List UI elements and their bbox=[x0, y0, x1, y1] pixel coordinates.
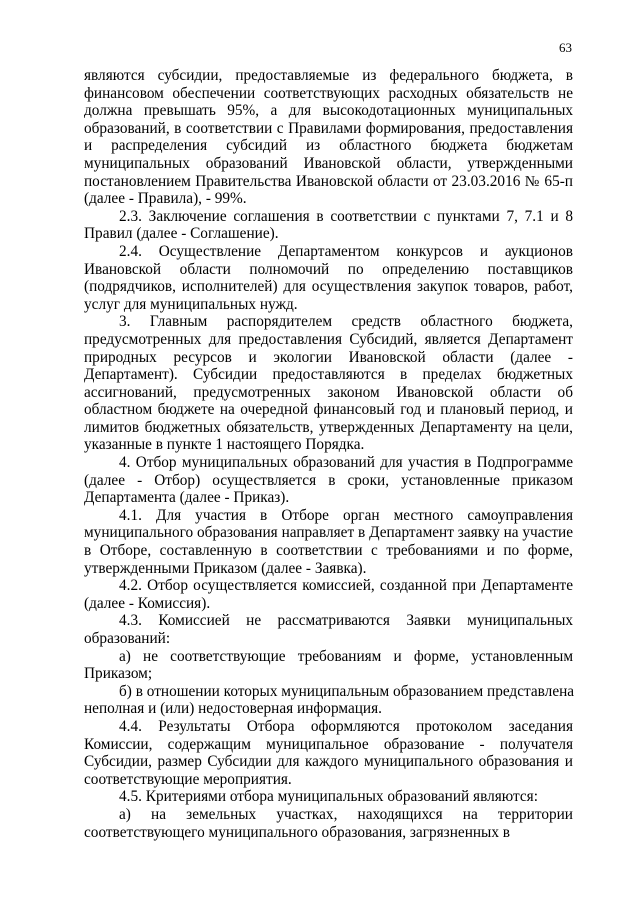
text-line: Ивановской области полномочий по определению поставщиков bbox=[84, 260, 573, 278]
text-line: б) в отношении которых муниципальным образованием представлена bbox=[119, 682, 575, 700]
paragraph bbox=[84, 208, 573, 243]
text-line: (далее - Комиссия). bbox=[84, 594, 211, 612]
page-number: 63 bbox=[559, 40, 572, 55]
text-line: должна превышать 95%, а для высокодотационных муниципальных bbox=[84, 102, 573, 120]
paragraph bbox=[84, 612, 573, 647]
text-line: а) на земельных участках, находящихся на территории bbox=[119, 805, 573, 823]
text-line: (подрядчиков, исполнителей) для осуществления закупок товаров, работ, bbox=[84, 278, 573, 296]
paragraph bbox=[84, 788, 573, 806]
text-line: 4.1. Для участия в Отборе орган местного самоуправления bbox=[119, 506, 573, 524]
text-line: муниципальных образований Ивановской области, утвержденными bbox=[84, 154, 573, 172]
paragraph bbox=[84, 648, 573, 683]
paragraph bbox=[84, 507, 573, 577]
text-line: Приказом; bbox=[84, 665, 153, 683]
text-line: услуг для муниципальных нужд. bbox=[84, 295, 298, 313]
text-line: Департамента (далее - Приказ). bbox=[84, 489, 290, 507]
text-line: (далее - Правила), - 99%. bbox=[84, 190, 247, 208]
text-line: лимитов бюджетных обязательств, утвержденных Департаменту на цели, bbox=[84, 418, 573, 436]
text-line: 4.3. Комиссией не рассматриваются Заявки муниципальных bbox=[119, 612, 573, 630]
text-line: 4.2. Отбор осуществляется комиссией, созданной при Департаменте bbox=[119, 577, 573, 595]
text-line: соответствующего муниципального образования, загрязненных в bbox=[84, 823, 511, 841]
text-line: образований, в соответствии с Правилами формирования, предоставления bbox=[84, 119, 573, 137]
text-line: 2.3. Заключение соглашения в соответствии с пунктами 7, 7.1 и 8 bbox=[119, 207, 573, 225]
text-line: указанные в пункте 1 настоящего Порядка. bbox=[84, 436, 365, 454]
text-line: муниципального образования направляет в Департамент заявку на участие bbox=[84, 524, 573, 542]
text-line: Правил (далее - Соглашение). bbox=[84, 225, 279, 243]
text-line: и распределения субсидий из областного бюджета бюджетам bbox=[84, 137, 573, 155]
text-line: предусмотренных для предоставления Субсидий, является Департамент bbox=[84, 330, 573, 348]
text-line: 4.5. Критериями отбора муниципальных образований являются: bbox=[119, 788, 538, 806]
paragraph bbox=[84, 454, 573, 507]
text-line: 2.4. Осуществление Департаментом конкурсов и аукционов bbox=[119, 242, 573, 260]
text-line: 4.4. Результаты Отбора оформляются протоколом заседания bbox=[119, 717, 573, 735]
text-line: соответствующие мероприятия. bbox=[84, 770, 292, 788]
text-line: финансовом обеспечении соответствующих расходных обязательств не bbox=[84, 84, 573, 102]
text-line: 4. Отбор муниципальных образований для участия в Подпрограмме bbox=[119, 454, 573, 472]
text-line: Субсидии, размер Субсидии для каждого муниципального образования и bbox=[84, 753, 573, 771]
paragraph bbox=[84, 577, 573, 612]
paragraph bbox=[84, 806, 573, 841]
text-line: неполная и (или) недостоверная информация. bbox=[84, 700, 382, 718]
text-line: ассигнований, предусмотренных законом Ивановской области об bbox=[84, 383, 573, 401]
text-line: природных ресурсов и экологии Ивановской области (далее - bbox=[84, 348, 573, 366]
text-line: Департамент). Субсидии предоставляются в пределах бюджетных bbox=[84, 366, 573, 384]
text-line: областном бюджете на очередной финансовый год и плановый период, и bbox=[84, 401, 573, 419]
paragraph bbox=[84, 313, 573, 454]
paragraph bbox=[84, 243, 573, 313]
text-line: Комиссии, содержащим муниципальное образование - получателя bbox=[84, 735, 573, 753]
paragraph bbox=[84, 67, 573, 208]
text-line: образований: bbox=[84, 630, 171, 647]
text-line: (далее - Отбор) осуществляется в сроки, установленные приказом bbox=[84, 471, 573, 489]
text-line: в Отборе, составленную в соответствии с требованиями и по форме, bbox=[84, 542, 573, 560]
paragraph bbox=[84, 683, 573, 718]
text-line: а) не соответствующие требованиям и форме, установленным bbox=[119, 647, 573, 665]
document-body bbox=[84, 67, 573, 841]
text-line: утвержденными Приказом (далее - Заявка). bbox=[84, 559, 367, 577]
text-line: являются субсидии, предоставляемые из федерального бюджета, в bbox=[84, 67, 573, 84]
paragraph bbox=[84, 718, 573, 788]
text-line: постановлением Правительства Ивановской области от 23.03.2016 № 65-п bbox=[84, 172, 573, 190]
text-line: 3. Главным распорядителем средств областного бюджета, bbox=[119, 313, 573, 331]
